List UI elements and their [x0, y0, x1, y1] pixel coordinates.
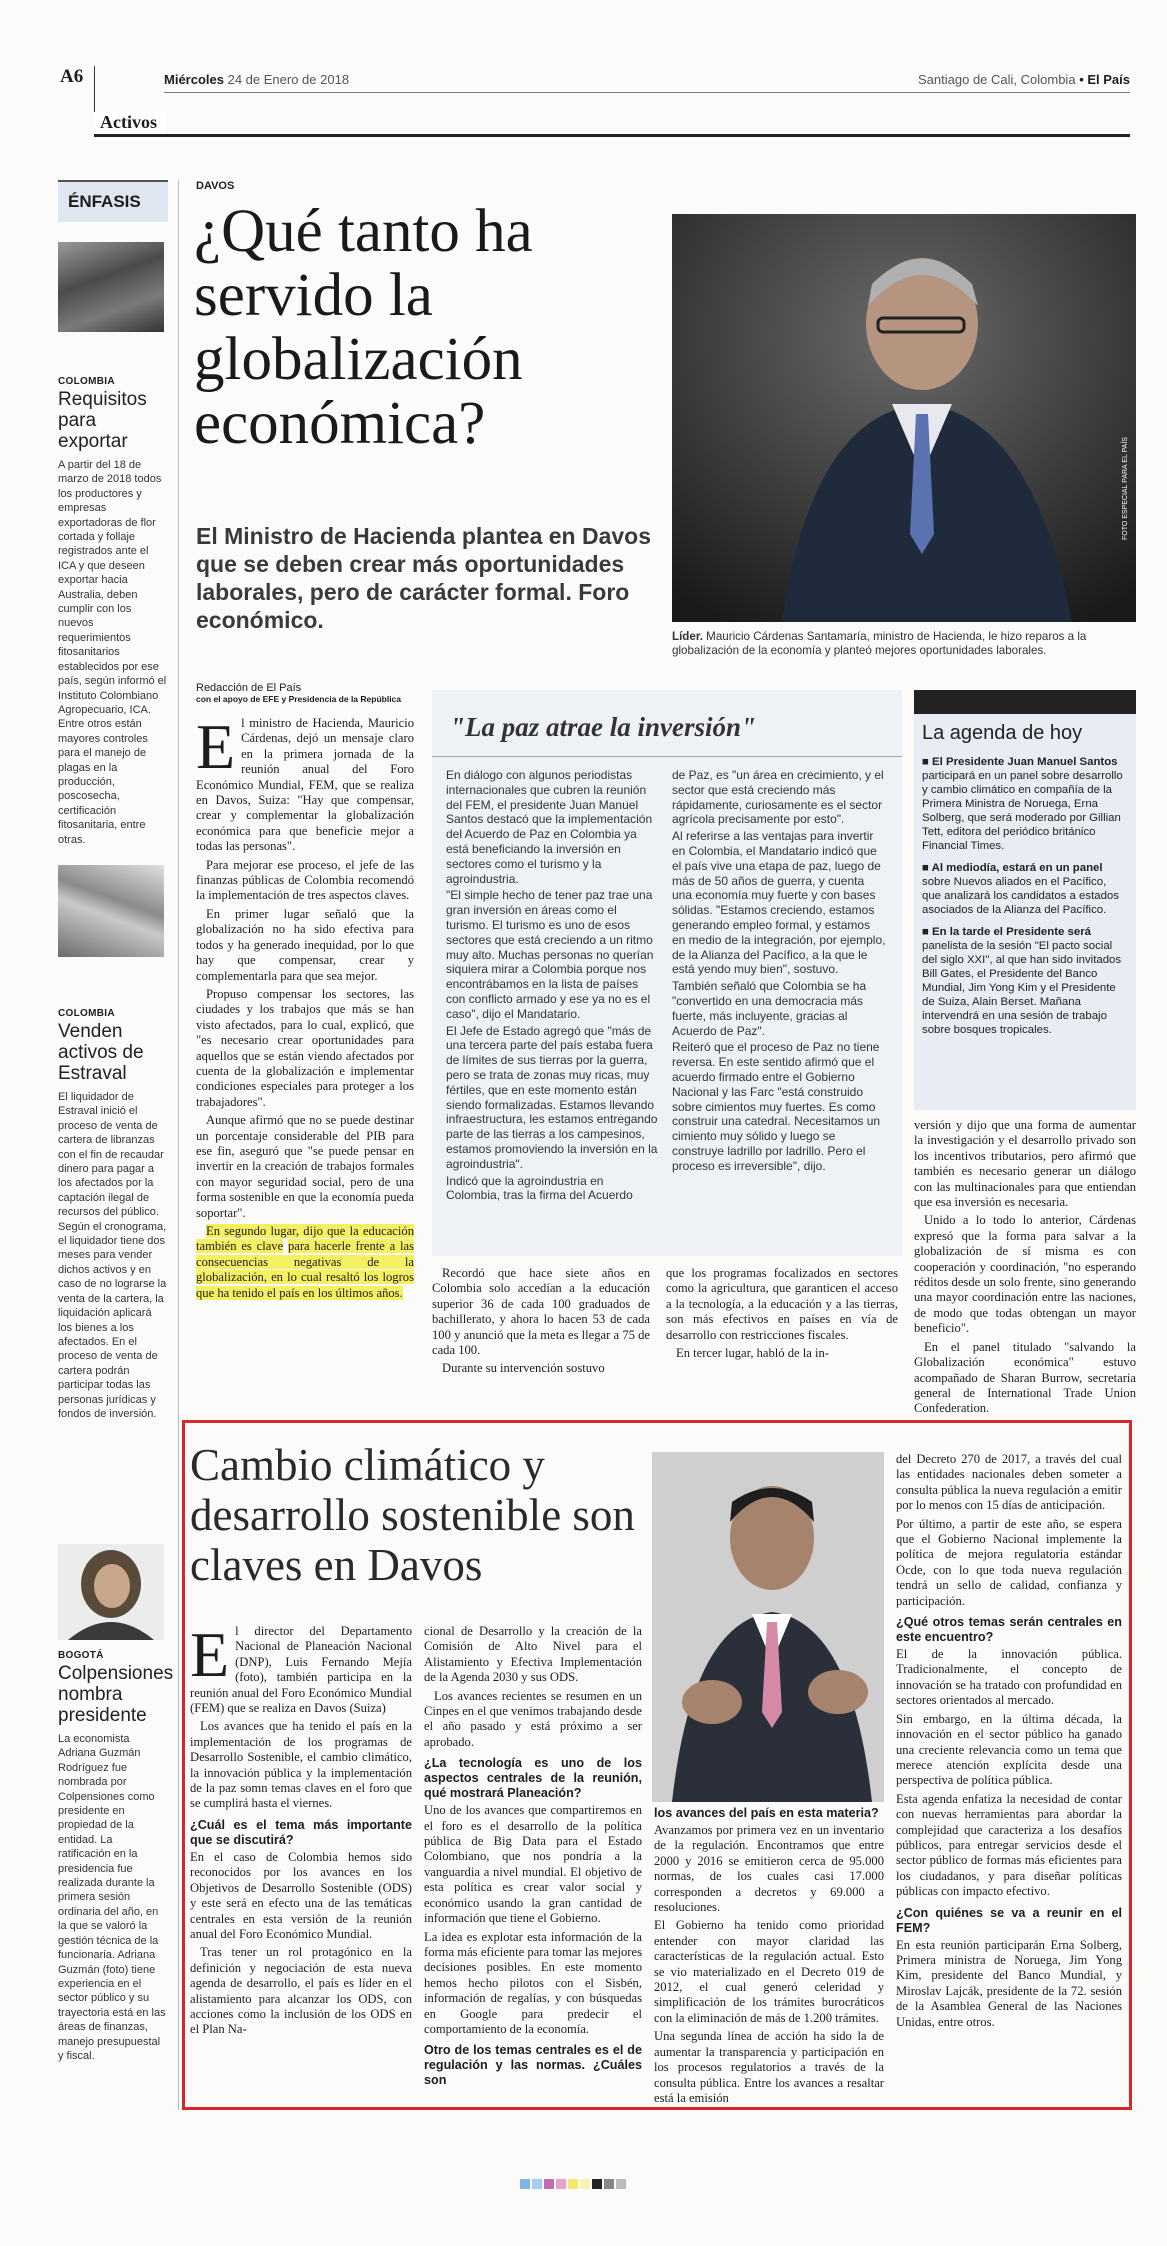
main-paragraph: Recordó que hace siete años en Colombia solo accedían a la educación superior 36 de cada 100 graduados de bachillerato, y ahora lo hacen 53 de cada 100 y anunció que la meta es llegar a 75 de cada 100. [432, 1266, 650, 1358]
byline-name: Redacción de El País [196, 682, 302, 694]
swatch [532, 2179, 542, 2189]
swatch [544, 2179, 554, 2189]
main-paragraph: l ministro de Hacienda, Mauricio Cárdenas, dejó un mensaje claro en la primera jornada de la reunión anual del Foro Económico Mundial, FEM, que se realiza en Davos, Suiza: "Hay que compensar, crear y complementar la globalización económica para que beneficie mejor a todas las personas". [196, 716, 414, 854]
paper-name: El País [1087, 72, 1130, 87]
main-column-1 [196, 711, 414, 1304]
second-paragraph: El Gobierno ha tenido como prioridad entender con mayor claridad las características de la regulación actual. Esto se vio materializado en el Decreto 019 de 2012, el cual generó celeridad y simplificación de los trámites burocráticos con la eliminación de más de 1.200 trámites. [654, 1918, 884, 2025]
sidebar-title: Venden activos de Estraval [58, 1021, 144, 1084]
second-paragraph: Avanzamos por primera vez en un inventario de la regulación. Encontramos que entre 2000 y 2016 se emitieron cerca de 95.000 normas, de los cuales casi 17.000 corresponden a decretos y 69.000 a resoluciones. [654, 1823, 884, 1915]
photo-credit: FOTO ESPECIAL PARA EL PAÍS [1122, 437, 1129, 540]
interview-question: ¿Cuál es el tema más importante que se discutirá? [190, 1817, 412, 1847]
sidebar-kicker: COLOMBIA [58, 1008, 115, 1019]
issue-date [164, 72, 349, 87]
second-paragraph: En el caso de Colombia hemos sido reconocidos por los avances en los Objetivos de Desarrollo Sostenible (ODS) y este será en efecto una de las temáticas centrales en esta versión de la reunión anual del Foro Económico Mundial. [190, 1849, 412, 1941]
second-column-2 [424, 1624, 642, 2090]
caption-text: Mauricio Cárdenas Santamaría, ministro de Hacienda, le hizo reparos a la globalización de la economía y planteó mejores oportunidades laborales. [672, 630, 1087, 657]
second-paragraph: Los avances que ha tenido el país en la implementación de los programas de Desarrollo Sostenible, el cambio climático, la innovación pública y la implementación de la paz somn temas claves en el foro que se cumplirá hasta el viernes. [190, 1719, 412, 1811]
sidebar-kicker: BOGOTÁ [58, 1650, 104, 1661]
peace-box-col-2 [672, 768, 886, 1174]
interview-question: Otro de los temas centrales es el de regulación y las normas. ¿Cuáles son [424, 2043, 642, 2088]
main-dropcap: E [196, 711, 236, 782]
agenda-item [922, 925, 1126, 1037]
main-paragraph: Aunque afirmó que no se puede destinar un porcentaje considerable del PIB para ese fin, aseguró que "se puede pensar en invertir en la creación de trabajos formales con mayor seguridad social, pero de una forma sostenible en que la economía pueda soportar". [196, 1113, 414, 1220]
sidebar-divider [178, 180, 179, 2110]
box-paragraph: En diálogo con algunos periodistas internacionales que cubren la reunión del FEM, el presidente Juan Manuel Santos destacó que la implementación del Acuerdo de Paz en Colombia ya está beneficiando la inversión en sectores como el turismo y la agroindustria. [446, 768, 653, 886]
sidebar-kicker: COLOMBIA [58, 376, 115, 387]
box-paragraph: También señaló que Colombia se ha "convertido en una democracia más fuerte, más incluyente, gracias al Acuerdo de Paz". [672, 979, 867, 1038]
swatch [520, 2179, 530, 2189]
interview-question: los avances del país en esta materia? [654, 1806, 879, 1820]
second-photo [652, 1452, 884, 1802]
swatch [568, 2179, 578, 2189]
main-column-3-bottom [666, 1266, 898, 1364]
agenda-top-bar [914, 690, 1136, 714]
sidebar-label: ÉNFASIS [58, 180, 168, 222]
highlighted-paragraph [196, 1224, 414, 1301]
byline-sub: con el apoyo de EFE y Presidencia de la República [196, 694, 402, 704]
agenda-item-lead: ■ Al mediodía, estará en un panel [922, 862, 1103, 874]
second-paragraph: El de la innovación pública. Tradicionalmente, el concepto de innovación se ha tratado con profundidad en sectores orientados al mercado. [896, 1647, 1122, 1708]
highlight-a: En segundo lugar, dijo que la educación también es clave [196, 1224, 414, 1254]
box-paragraph: de Paz, es "un área en crecimiento, y el sector que está creciendo más rápidamente, curiosamente es el sector agrícola precisamente por esto". [672, 768, 884, 827]
sidebar-item [58, 1008, 168, 1421]
second-paragraph: La idea es explotar esta información de la forma más eficiente para tomar las mejores decisiones posibles. En este momento hemos hecho pilotos con el Sisbén, información de regalías, y con búsquedas en Google para predecir el comportamiento de la economía. [424, 1929, 642, 2036]
agenda-box [914, 690, 1136, 1110]
sidebar-photo-portrait [58, 1544, 164, 1640]
second-paragraph: Esta agenda enfatiza la necesidad de contar con nuevas herramientas para abordar la complejidad que caracteriza a los desafíos públicos, para entregar servicios desde el sector público de formas más eficientes para los ciudadanos, y para diseñar políticas públicas con impacto efectivo. [896, 1791, 1122, 1899]
box-paragraph: Al referirse a las ventajas para invertir en Colombia, el Mandatario indicó que el país vive una etapa de paz, luego de más de 50 años de guerra, y cuenta una economía muy fuerte y con bases sólidas. "Estamos creciendo, estamos generando empleo formal, y estamos en medio de la integración, por ejemplo, de la Alianza del Pacífico, a la que le está yendo muy bien", sostuvo. [672, 829, 886, 977]
second-paragraph: del Decreto 270 de 2017, a través del cual las entidades nacionales deben someter a consulta pública la nueva regulación a emitir por lo menos con 15 días de anticipación. [896, 1452, 1122, 1513]
main-paragraph: versión y dijo que una forma de aumentar la investigación y el desarrollo privado son los incentivos tributarios, pero afirmó que también es necesario generar un diálogo con las multinacionales para que entiendan que esa inversión es necesaria. [914, 1118, 1136, 1210]
main-caption [672, 630, 1136, 658]
swatch [592, 2179, 602, 2189]
agenda-item [922, 861, 1126, 917]
main-paragraph: Durante su intervención sostuvo [442, 1361, 605, 1376]
highlight-b: para hacerle frente a las consecuencias negativas de la globalización, en lo cual resaltó los logros que ha tenido el país en los últimos años. [196, 1239, 414, 1300]
swatch [604, 2179, 614, 2189]
color-registration-bar [520, 2176, 628, 2190]
second-paragraph: Uno de los avances que compartiremos en el foro es el desarrollo de la política pública de Big Data para el Estado Colombiano, que nos pondría a la vanguardia a nivel mundial. El objetivo de esta política es crear valor social y económico usando la gran cantidad de información que tiene el Gobierno. [424, 1803, 642, 1926]
caption-lead: Líder. [672, 630, 703, 643]
second-dropcap: E [190, 1619, 230, 1690]
header-rule [164, 92, 1130, 93]
main-dek: El Ministro de Hacienda plantea en Davos que se deben crear más oportunidades laborales, pero de carácter formal. Foro económico. [196, 523, 652, 633]
box-paragraph: Reiteró que el proceso de Paz no tiene reversa. En este sentido afirmó que el acuerdo firmado entre el Gobierno Nacional y las Farc "está construido sobre cimientos muy fuertes. Es como construir una catedral. Necesitamos un cimiento muy sólido y luego se construye ladrillo por ladrillo. Pero el proceso es irreversible", dijo. [672, 1040, 881, 1173]
issue-day: Miércoles [164, 72, 224, 87]
sidebar [58, 180, 174, 2110]
main-paragraph: Para mejorar ese proceso, el jefe de las finanzas públicas de Colombia recomendó la implementación de tres aspectos claves. [196, 857, 414, 903]
issue-date-text: 24 de Enero de 2018 [227, 72, 350, 87]
section-name: Activos [94, 112, 165, 135]
sidebar-photo-documents [58, 865, 164, 957]
main-paragraph: En primer lugar señaló que la globalización no ha sido efectiva para todos y ha generado inequidad, por lo que hay que compensar, crear y complementarla para que sea mejor. [196, 906, 414, 983]
peace-box-col-1 [446, 768, 660, 1203]
sidebar-body: A partir del 18 de marzo de 2018 todos los productores y empresas exportadoras de flor cortada y follaje registrados ante el ICA y que deseen exportar hacia Australia, deben cumplir con los nuevos requerimientos fitosanitarios establecidos por ese país, según informó el Instituto Colombiano Agropecuario, ICA. Entre otros están mayores controles para el manejo de plagas en la producción, poscosecha, certificación fitosanitaria, entre otras. [58, 459, 167, 846]
interview-question: ¿La tecnología es uno de los aspectos centrales de la reunión, qué mostrará Planeación? [424, 1756, 642, 1801]
second-paragraph: En esta reunión participarán Erna Solberg, Primera ministra de Noruega, Jim Yong Kim, presidente del Banco Mundial, y Miroslav Lajcák, presidente de la 72. sesión de la Asamblea General de las Naciones Unidas, entre otros. [896, 1937, 1122, 2029]
minister-photo-icon [672, 214, 1136, 622]
main-headline: ¿Qué tanto ha servido la globalización económica? [194, 198, 533, 457]
main-paragraph: Unido a lo todo lo anterior, Cárdenas expresó que la forma para salvar a la globalización de sí misma es con cooperación y coordinación, "no esperando réditos desde un solo frente, sino generando una mayor coordinación entre las naciones, de modo que todas obtengan un mayor beneficio". [914, 1213, 1136, 1336]
sidebar-title: Requisitos para exportar [58, 389, 147, 452]
main-paragraph: En el panel titulado "salvando la Globalización económica" estuvo acompañado de Sharan Burrow, secretaria general de International Trade Union Confederation. [914, 1339, 1136, 1416]
box-paragraph: "El simple hecho de tener paz trae una gran inversión en áreas como el turismo. El turismo es uno de esos sectores que está creciendo a un ritmo muy alto. Muchas personas no querían siquiera mirar a Colombia porque nos encontrábamos en la lista de países con conflicto armado y ese ya no es el caso", dijo el Mandatario. [446, 888, 654, 1021]
section-bar [94, 134, 1130, 137]
swatch [580, 2179, 590, 2189]
director-photo-icon [652, 1452, 884, 1802]
peace-box-rule [432, 756, 902, 757]
agenda-item-text: panelista de la sesión "El pacto social del siglo XXI", al que han sido invitados Bill Gates, el Presidente del Banco Mundial, Jim Yong Kim y el Presidente de Suiza, Alain Berset. Mañana intervendrá en una sesión de trabajo sobre bosques tropicales. [922, 940, 1122, 1036]
issue-city: Santiago de Cali, Colombia [918, 72, 1076, 87]
second-paragraph: Los avances recientes se resumen en un Cinpes en el que venimos trabajando desde el año pasado y está próximo a ser aprobado. [424, 1688, 642, 1749]
main-paragraph: que los programas focalizados en sectores como la agricultura, que garanticen el acceso a la tecnología, a la educación y a las tierras, son más efectivos en países en vía de desarrollo con restricciones fiscales. [666, 1266, 898, 1342]
page-number: A6 [60, 66, 84, 87]
sidebar-photo-flowers [58, 242, 164, 332]
interview-question: ¿Qué otros temas serán centrales en este encuentro? [896, 1615, 1122, 1645]
portrait-icon [58, 1544, 164, 1640]
main-column-2-bottom [432, 1266, 650, 1380]
sidebar-title: Colpensiones nombra presidente [58, 1663, 174, 1726]
sidebar-item [58, 376, 168, 847]
main-photo [672, 214, 1136, 622]
second-paragraph: Sin embargo, en la última década, la innovación en el sector público ha ganado una creciente relevancia como un tema que merece atención explícita desde una perspectiva de política pública. [896, 1711, 1122, 1788]
page-header [60, 66, 1130, 136]
agenda-item [922, 755, 1126, 853]
second-paragraph: Por último, a partir de este año, se espera que el Gobierno Nacional implemente la política de mejora regulatoria estándar Ocde, con lo que toda nueva regulación tendrá un sello de calidad, confianza y participación. [896, 1516, 1122, 1608]
second-column-3 [654, 1806, 884, 2109]
second-paragraph: Una segunda línea de acción ha sido la de aumentar la transparencia y participación en los procesos regulatorios a través de la consulta pública. Entre los avances a resaltar está la emisión [654, 2029, 884, 2105]
main-kicker: DAVOS [196, 180, 235, 192]
issue-location: Santiago de Cali, Colombia • El País [918, 72, 1130, 87]
second-headline: Cambio climático y desarrollo sostenible son claves en Davos [190, 1440, 635, 1590]
agenda-item-text: sobre Nuevos aliados en el Pacífico, que analizará los candidatos a estados asociados de la Alianza del Pacífico. [922, 876, 1119, 916]
agenda-item-lead: ■ El Presidente Juan Manuel Santos [922, 756, 1118, 768]
main-column-4 [914, 1118, 1136, 1420]
main-paragraph: En tercer lugar, habló de la in- [676, 1346, 830, 1361]
byline [196, 682, 401, 704]
peace-box [432, 690, 902, 1256]
main-paragraph: Propuso compensar los sectores, las ciudades y los trabajos que más se han visto afectados, para lo cual, explicó, que "es necesario crear oportunidades para aquellos que se están viendo afectados por cuenta de la globalización e implementar condiciones especiales para proteger a los trabajadores". [196, 986, 414, 1109]
sidebar-body: La economista Adriana Guzmán Rodríguez fue nombrada por Colpensiones como presidente en propiedad de la entidad. La ratificación en la presidencia fue realizada durante la primera sesión ordinaria del año, en la que se valoró la gestión técnica de la funcionaria. Adriana Guzmán (foto) tiene experiencia en el sector público y su trayectoria está en las áreas de finanzas, manejo presupuestal y fiscal. [58, 1733, 166, 2062]
agenda-item-text: participará en un panel sobre desarrollo y cambio climático en compañía de la Primera Ministra de Noruega, Erna Solberg, que será moderado por Gillian Tett, editora del periódico británico Financial Times. [922, 770, 1123, 852]
second-column-4 [896, 1452, 1122, 2033]
second-paragraph: cional de Desarrollo y la creación de la Comisión de Alto Nivel para el Alistamiento y Efectiva Implementación de la Agenda 2030 y sus ODS. [424, 1624, 642, 1685]
sidebar-item [58, 1650, 174, 2063]
second-paragraph: Tras tener un rol protagónico en la definición y negociación de esta nueva agenda de desarrollo, el país es líder en el alistamiento para alcanzar los ODS, con acciones como la inclusión de los ODS en el Plan Na- [190, 1945, 412, 2037]
sidebar-body: El liquidador de Estraval inició el proceso de venta de cartera de libranzas con el fin de recaudar dinero para pagar a los afectados por la captación ilegal de recursos del público. Según el cronograma, el liquidador tiene dos meses para vender dichos activos y en caso de no lograrse la venta de la cartera, la liquidación aplicará los bienes a los afectados. En el proceso de venta de cartera podrán participar todas las personas jurídicas y fondos de inversión. [58, 1091, 167, 1420]
agenda-item-lead: ■ En la tarde el Presidente será [922, 926, 1091, 938]
box-paragraph: Indicó que la agroindustria en Colombia, tras la firma del Acuerdo [446, 1173, 633, 1203]
box-paragraph: El Jefe de Estado agregó que "más de una tercera parte del país estaba fuera de límites de sus tierras por la guerra, pero se trata de zonas muy ricas, muy fértiles, que en este momento están siendo formalizadas. Estamos llevando infraestructura, les estamos entregando parte de las tierras a los campesinos, estamos promoviendo la inversión en la agroindustria". [446, 1023, 658, 1171]
interview-question: ¿Con quiénes se va a reunir en el FEM? [896, 1905, 1122, 1935]
swatch [616, 2179, 626, 2189]
peace-box-title: "La paz atrae la inversión" [450, 712, 756, 742]
swatch [556, 2179, 566, 2189]
second-paragraph: l director del Departamento Nacional de Planeación Nacional (DNP), Luis Fernando Mejía (foto), también participa en la reunión anual del Foro Económico Mundial (FEM) que se realiza en Davos (Suiza) [190, 1624, 412, 1716]
second-column-1 [190, 1619, 412, 2041]
agenda-title: La agenda de hoy [922, 722, 1083, 744]
